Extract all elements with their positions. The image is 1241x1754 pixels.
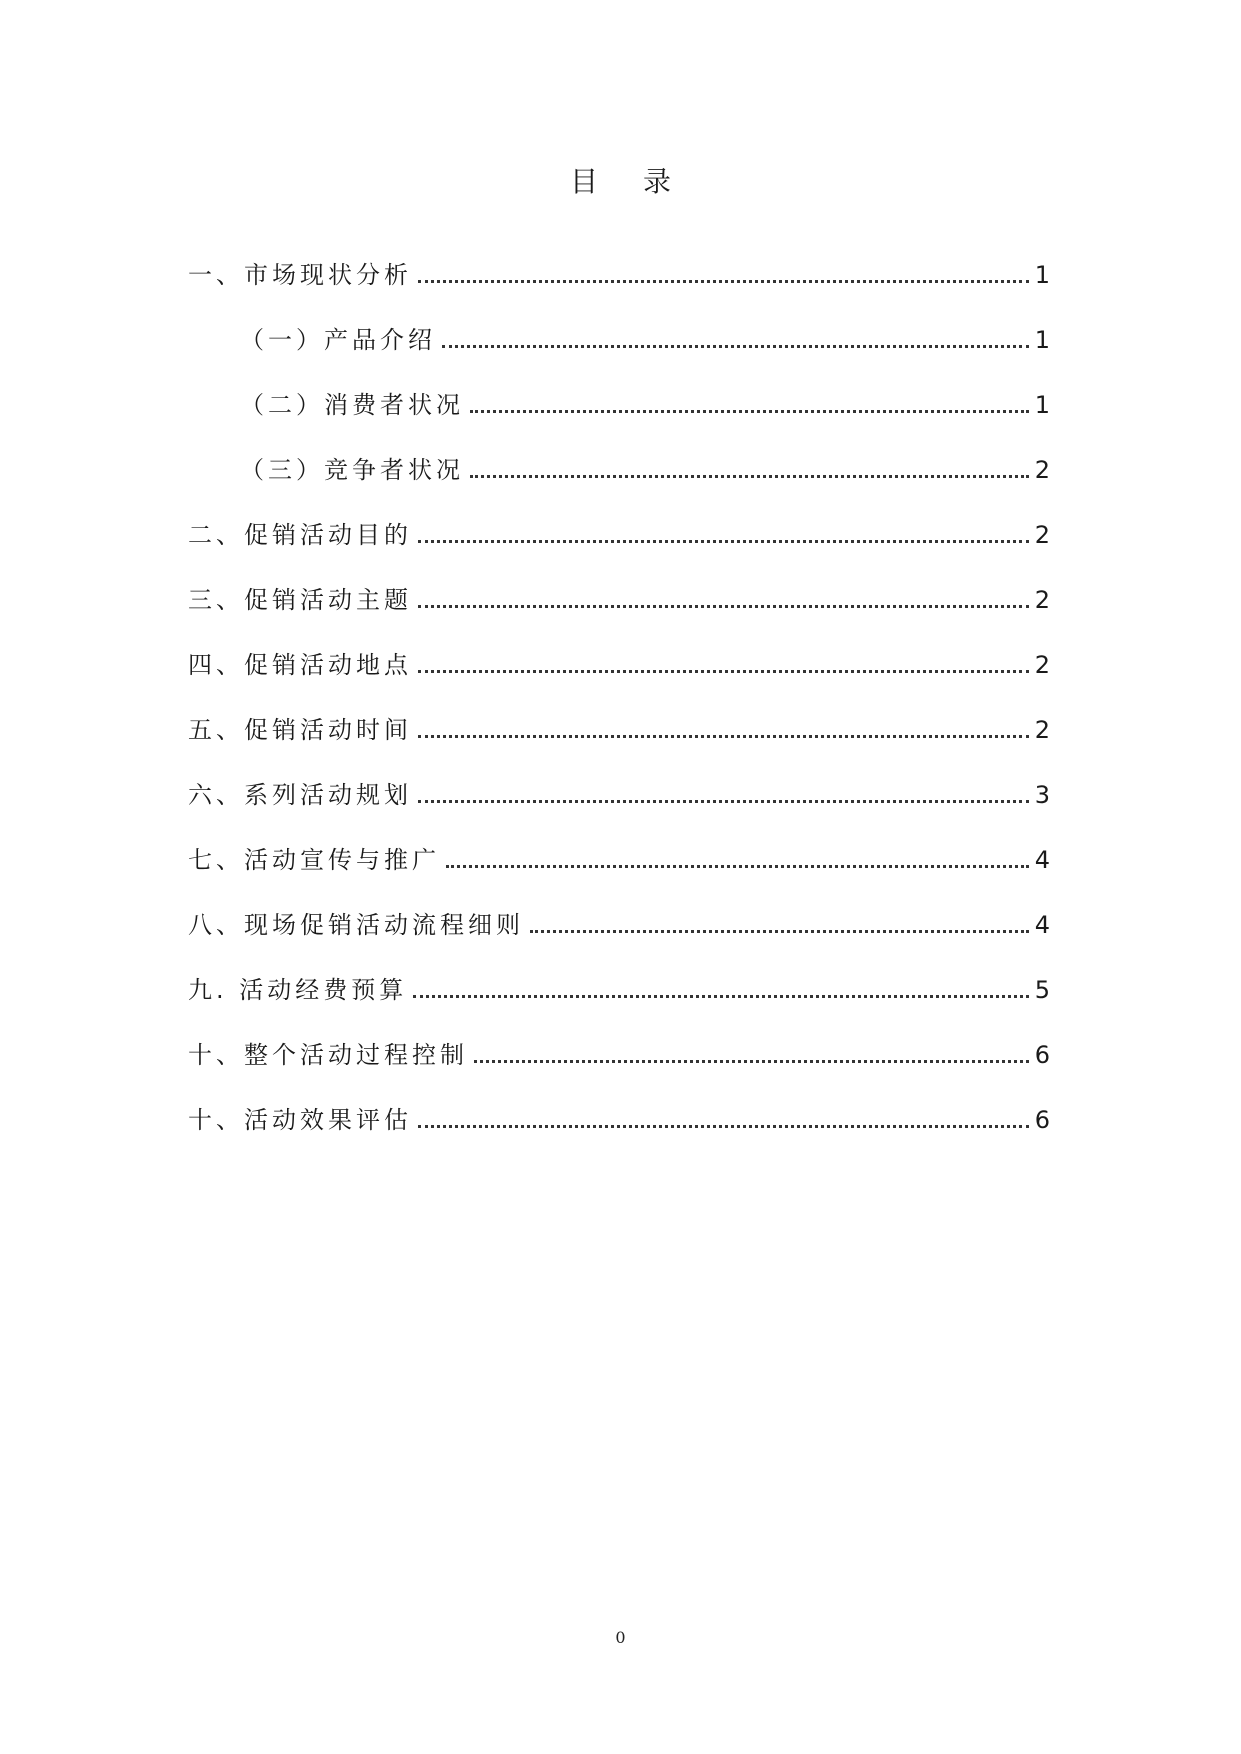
toc-entry[interactable] xyxy=(188,1005,1050,1070)
toc-entry-label: 四、促销活动地点 xyxy=(188,651,412,679)
toc-entry-label: 十、整个活动过程控制 xyxy=(188,1041,468,1069)
toc-entry-page: 3 xyxy=(1034,781,1050,809)
toc-entry-page: 4 xyxy=(1034,846,1050,874)
toc-dot-leader xyxy=(418,605,1029,608)
toc-dot-leader xyxy=(470,475,1029,478)
toc-entry[interactable] xyxy=(188,485,1050,550)
toc-entry-page: 2 xyxy=(1034,521,1050,549)
toc-entry-page: 2 xyxy=(1034,456,1050,484)
toc-entry-label: 七、活动宣传与推广 xyxy=(188,846,440,874)
toc-entry-label: 三、促销活动主题 xyxy=(188,586,412,614)
toc-entry[interactable] xyxy=(188,225,1050,290)
toc-title: 目 录 xyxy=(570,165,689,198)
table-of-contents xyxy=(188,225,1050,1135)
toc-entry-label: 十、活动效果评估 xyxy=(188,1106,412,1134)
toc-entry-page: 2 xyxy=(1034,716,1050,744)
toc-entry-page: 6 xyxy=(1034,1106,1050,1134)
toc-entry-page: 4 xyxy=(1034,911,1050,939)
toc-entry-page: 2 xyxy=(1034,586,1050,614)
toc-entry[interactable] xyxy=(188,1070,1050,1135)
toc-entry-label: （二）消费者状况 xyxy=(240,391,464,419)
toc-entry-label: （一）产品介绍 xyxy=(240,326,436,354)
toc-entry-page: 6 xyxy=(1034,1041,1050,1069)
toc-entry-label: 六、系列活动规划 xyxy=(188,781,412,809)
toc-entry-label: 八、现场促销活动流程细则 xyxy=(188,911,524,939)
toc-entry[interactable] xyxy=(188,420,1050,485)
toc-dot-leader xyxy=(530,930,1029,933)
footer-page-number: 0 xyxy=(615,1628,626,1647)
toc-entry[interactable] xyxy=(188,940,1050,1005)
toc-dot-leader xyxy=(418,670,1029,673)
toc-entry-label: （三）竞争者状况 xyxy=(240,456,464,484)
toc-dot-leader xyxy=(470,410,1029,413)
toc-entry[interactable] xyxy=(188,810,1050,875)
toc-entry[interactable] xyxy=(188,355,1050,420)
toc-entry-label: 一、市场现状分析 xyxy=(188,261,412,289)
toc-entry-page: 1 xyxy=(1034,391,1050,419)
toc-entry-label: 二、促销活动目的 xyxy=(188,521,412,549)
toc-dot-leader xyxy=(418,1125,1029,1128)
toc-entry-page: 1 xyxy=(1034,261,1050,289)
toc-dot-leader xyxy=(413,995,1028,998)
toc-dot-leader xyxy=(418,800,1029,803)
toc-entry-label: 九. 活动经费预算 xyxy=(188,976,408,1004)
toc-entry-page: 1 xyxy=(1034,326,1050,354)
toc-dot-leader xyxy=(418,735,1029,738)
toc-entry[interactable] xyxy=(188,745,1050,810)
toc-entry[interactable] xyxy=(188,615,1050,680)
toc-entry[interactable] xyxy=(188,680,1050,745)
toc-dot-leader xyxy=(418,280,1029,283)
toc-dot-leader xyxy=(442,345,1029,348)
toc-entry-page: 5 xyxy=(1034,976,1050,1004)
toc-dot-leader xyxy=(474,1060,1029,1063)
toc-dot-leader xyxy=(446,865,1029,868)
toc-entry[interactable] xyxy=(188,290,1050,355)
toc-entry[interactable] xyxy=(188,550,1050,615)
toc-entry[interactable] xyxy=(188,875,1050,940)
toc-entry-label: 五、促销活动时间 xyxy=(188,716,412,744)
toc-entry-page: 2 xyxy=(1034,651,1050,679)
toc-dot-leader xyxy=(418,540,1029,543)
